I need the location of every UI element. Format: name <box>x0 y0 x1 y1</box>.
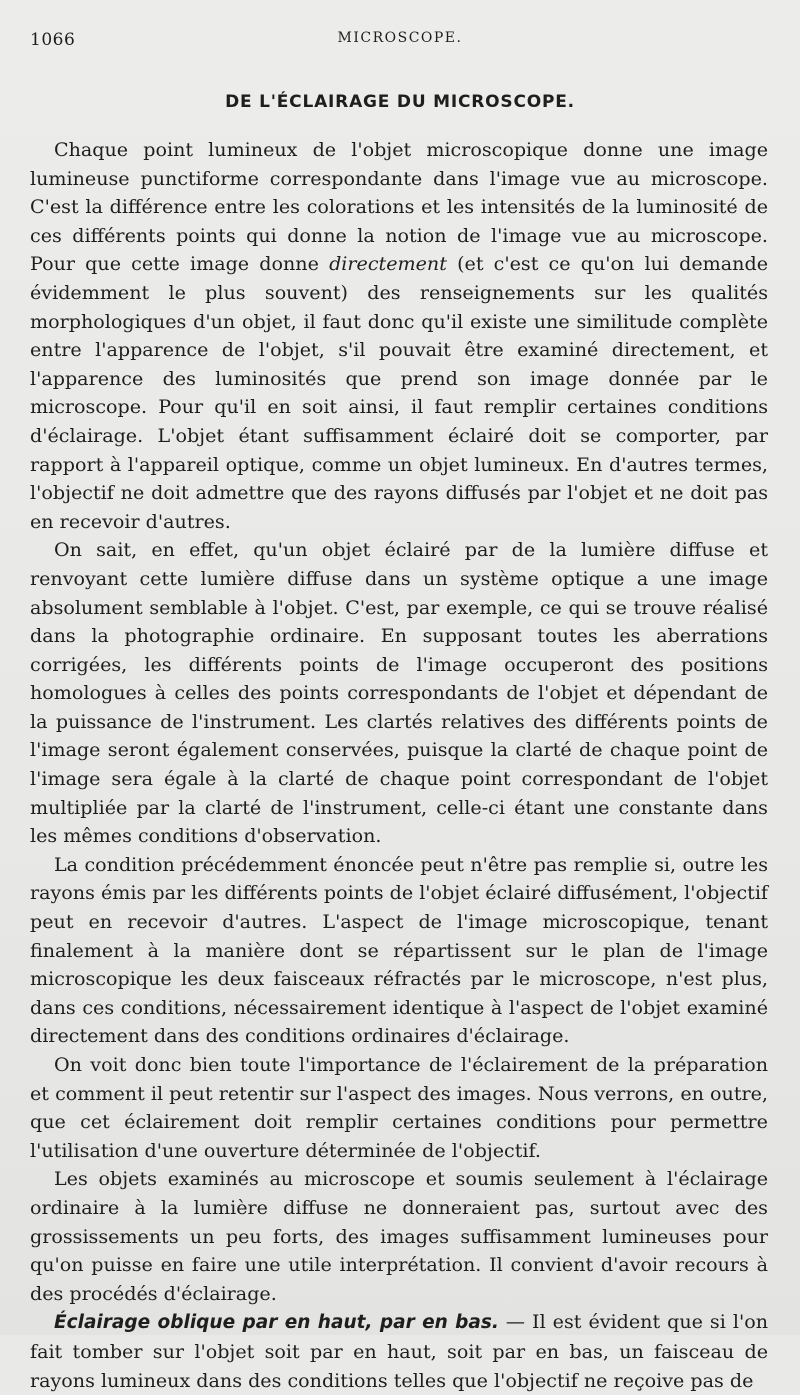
paragraph-1-part-a: Chaque point lumineux de l'objet microscopique donne une image lumineuse punctiforme correspondante dans l'image vue au microscope. C'est la différence entre les colorations et les intensités de la luminosité de ces différents points qui donne la notion de l'image vue au microscope. Pour que cette image donne <box>30 138 768 276</box>
paragraph-6 <box>30 1308 768 1395</box>
paragraph-1-part-b: (et c'est ce qu'on lui demande évidemment le plus souvent) des renseignements sur les qualités morphologiques d'un objet, il faut donc qu'il existe une similitude complète entre l'apparence de l'objet, s'il pouvait être examiné directement, et l'apparence des luminosités que prend son image donnée par le microscope. Pour qu'il en soit ainsi, il faut remplir certaines conditions d'éclairage. L'objet étant suffisamment éclairé doit se comporter, par rapport à l'appareil optique, comme un objet lumineux. En d'autres termes, l'objectif ne doit admettre que des rayons diffusés par l'objet et ne doit pas en recevoir d'autres. <box>30 252 768 533</box>
body-text <box>30 136 768 1395</box>
paragraph-4: On voit donc bien toute l'importance de l'éclairement de la préparation et comment il peut retentir sur l'aspect des images. Nous verrons, en outre, que cet éclairement doit remplir certaines conditions pour permettre l'utilisation d'une ouverture déterminée de l'objectif. <box>30 1053 768 1162</box>
subsection-heading: Éclairage oblique par en haut, par en bas. <box>54 1312 499 1334</box>
running-title: MICROSCOPE. <box>337 30 463 46</box>
paragraph-1-emphasis: directement <box>329 252 447 276</box>
paragraph-2: On sait, en effet, qu'un objet éclairé par de la lumière diffuse et renvoyant cette lumière diffuse dans un système optique a une image absolument semblable à l'objet. C'est, par exemple, ce qui se trouve réalisé dans la photographie ordinaire. En supposant toutes les aberrations corrigées, les différents points de l'image occuperont des positions homologues à celles des points correspondants de l'objet et dépendant de la puissance de l'instrument. Les clartés relatives des différents points de l'image seront également conservées, puisque la clarté de chaque point de l'image sera égale à la clarté de chaque point correspondant de l'objet multipliée par la clarté de l'instrument, celle-ci étant une constante dans les mêmes conditions d'observation. <box>30 538 768 848</box>
paragraph-6-text: — Il est évident que si l'on fait tomber sur l'objet soit par en haut, soit par en bas, un faisceau de rayons lumineux dans des conditions telles que l'objectif ne reçoive pas de <box>30 1310 768 1392</box>
paragraph-3: La condition précédemment énoncée peut n'être pas remplie si, outre les rayons émis par les différents points de l'objet éclairé diffusément, l'objectif peut en recevoir d'autres. L'aspect de l'image microscopique, tenant finalement à la manière dont se répartissent sur le plan de l'image microscopique les deux faisceaux réfractés par le microscope, n'est plus, dans ces conditions, nécessairement identique à l'aspect de l'objet examiné directement dans des conditions ordinaires d'éclairage. <box>30 852 768 1048</box>
paragraph-5: Les objets examinés au microscope et soumis seulement à l'éclairage ordinaire à la lumière diffuse ne donneraient pas, surtout avec des grossissements un peu forts, des images suffisamment lumineuses pour qu'on puisse en faire une utile interprétation. Il convient d'avoir recours à des procédés d'éclairage. <box>30 1167 768 1305</box>
page-header <box>30 30 770 54</box>
paragraph-1 <box>30 136 768 536</box>
page-number: 1066 <box>30 30 76 50</box>
section-title: DE L'ÉCLAIRAGE DU MICROSCOPE. <box>225 92 575 112</box>
